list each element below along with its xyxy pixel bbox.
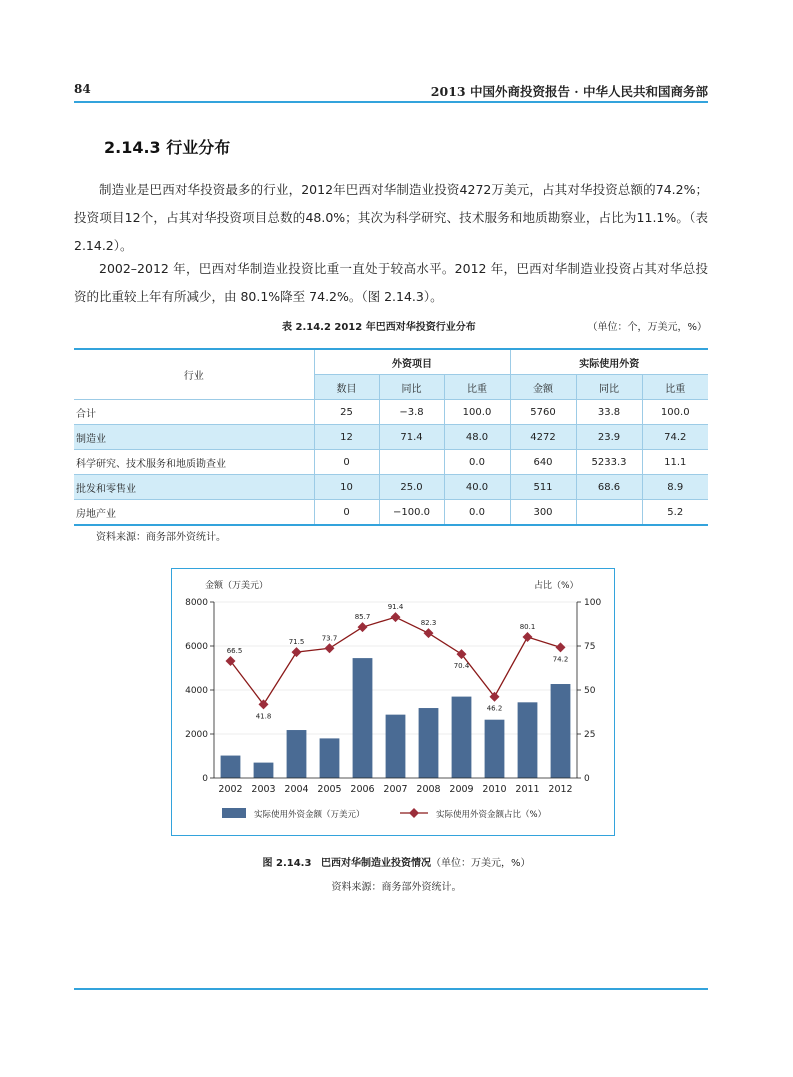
cell: 4272 xyxy=(510,425,576,450)
bar xyxy=(518,702,538,778)
x-tick-label: 2003 xyxy=(251,784,276,795)
data-label: 66.5 xyxy=(226,646,243,655)
header-share-actual: 比重 xyxy=(642,375,708,400)
page-header xyxy=(74,82,708,100)
bar xyxy=(254,763,274,778)
cell: 300 xyxy=(510,500,576,526)
x-tick-label: 2011 xyxy=(515,784,540,795)
table-row xyxy=(74,500,708,526)
cell: 5760 xyxy=(510,400,576,425)
bar xyxy=(353,658,373,778)
x-tick-label: 2005 xyxy=(317,784,342,795)
figure-label: 图 2.14.3 xyxy=(262,858,312,869)
left-tick-label: 6000 xyxy=(185,642,208,652)
table-row xyxy=(74,475,708,500)
x-tick-label: 2004 xyxy=(284,784,309,795)
bar xyxy=(419,708,439,778)
data-label: 82.3 xyxy=(420,619,437,628)
row-name: 批发和零售业 xyxy=(74,475,314,500)
paragraph-1: 制造业是巴西对华投资最多的行业，2012年巴西对华制造业投资4272万美元，占其对华投资总额的74.2%；投资项目12个，占其对华投资项目总数的48.0%；其次为科学研究、技术服务和地质勘察业，占比为11.1%。（表2.14.2）。 xyxy=(74,182,708,253)
data-label: 41.8 xyxy=(255,712,272,721)
legend-marker-icon xyxy=(409,808,419,818)
cell: 71.4 xyxy=(379,425,444,450)
bar xyxy=(485,720,505,778)
table-row xyxy=(74,425,708,450)
cell: 33.8 xyxy=(576,400,642,425)
legend-bar-swatch xyxy=(222,808,246,818)
figure-source-note: 资料来源：商务部外资统计。 xyxy=(331,882,462,893)
cell: 640 xyxy=(510,450,576,475)
header-group-projects: 外资项目 xyxy=(314,349,510,375)
cell: 5.2 xyxy=(642,500,708,526)
section-heading: 2.14.3 行业分布 xyxy=(104,138,231,157)
header-industry: 行业 xyxy=(74,349,314,400)
line-marker xyxy=(226,656,236,666)
data-label: 91.4 xyxy=(387,603,404,612)
figure-caption xyxy=(0,854,793,869)
row-name: 制造业 xyxy=(74,425,314,450)
data-label: 46.2 xyxy=(486,704,503,713)
industry-table xyxy=(74,348,708,526)
cell: 12 xyxy=(314,425,379,450)
left-tick-label: 8000 xyxy=(185,598,208,608)
data-label: 80.1 xyxy=(519,623,536,632)
cell xyxy=(576,500,642,526)
header-group-actual: 实际使用外资 xyxy=(510,349,708,375)
cell: 100.0 xyxy=(642,400,708,425)
bar xyxy=(551,684,571,778)
table-caption: 表 2.14.2 2012 年巴西对华投资行业分布 xyxy=(282,322,476,333)
bar xyxy=(287,730,307,778)
bar xyxy=(452,697,472,778)
cell xyxy=(379,450,444,475)
table-row xyxy=(74,450,708,475)
cell: −3.8 xyxy=(379,400,444,425)
x-tick-label: 2006 xyxy=(350,784,375,795)
data-label: 74.2 xyxy=(552,655,569,664)
row-name: 合计 xyxy=(74,400,314,425)
right-axis-label: 占比（%） xyxy=(534,581,579,591)
cell: 100.0 xyxy=(444,400,510,425)
cell: 511 xyxy=(510,475,576,500)
x-tick-label: 2012 xyxy=(548,784,573,795)
data-label: 85.7 xyxy=(354,613,371,622)
paragraph-2: 2002–2012 年，巴西对华制造业投资比重一直处于较高水平。2012 年，巴西对华制造业投资占其对华总投资的比重较上年有所减少，由 80.1%降至 74.2%。（图 2.14.3）。 xyxy=(74,261,708,304)
cell: 8.9 xyxy=(642,475,708,500)
table-source-note: 资料来源：商务部外资统计。 xyxy=(96,532,226,543)
legend xyxy=(222,808,546,820)
x-tick-label: 2007 xyxy=(383,784,408,795)
legend-bar-label: 实际使用外资金额（万美元） xyxy=(254,810,365,820)
right-tick-label: 0 xyxy=(584,774,590,784)
figure-unit: （单位：万美元，%） xyxy=(430,858,531,869)
header-amount: 金额 xyxy=(510,375,576,400)
header-count: 数目 xyxy=(314,375,379,400)
row-name: 房地产业 xyxy=(74,500,314,526)
x-tick-label: 2010 xyxy=(482,784,507,795)
bar-line-chart xyxy=(172,569,614,835)
header-yoy-actual: 同比 xyxy=(576,375,642,400)
cell: 74.2 xyxy=(642,425,708,450)
table-row xyxy=(74,400,708,425)
legend-line-label: 实际使用外资金额占比（%） xyxy=(436,810,547,820)
cell: 0 xyxy=(314,500,379,526)
data-label: 70.4 xyxy=(453,662,470,671)
left-tick-label: 2000 xyxy=(185,730,208,740)
cell: 48.0 xyxy=(444,425,510,450)
cell: 5233.3 xyxy=(576,450,642,475)
bar xyxy=(386,715,406,778)
page-number: 84 xyxy=(74,82,91,96)
cell: 0.0 xyxy=(444,500,510,526)
line-marker xyxy=(391,612,401,622)
line-marker xyxy=(523,632,533,642)
cell: 25 xyxy=(314,400,379,425)
left-tick-label: 0 xyxy=(202,774,208,784)
header-yoy-projects: 同比 xyxy=(379,375,444,400)
line-marker xyxy=(424,628,434,638)
cell: 0 xyxy=(314,450,379,475)
data-label: 73.7 xyxy=(321,634,338,643)
header-share-projects: 比重 xyxy=(444,375,510,400)
line-marker xyxy=(358,622,368,632)
x-tick-label: 2008 xyxy=(416,784,441,795)
left-axis-label: 金额（万美元） xyxy=(205,581,269,591)
cell: 0.0 xyxy=(444,450,510,475)
header-divider xyxy=(74,101,708,103)
row-name: 科学研究、技术服务和地质勘查业 xyxy=(74,450,314,475)
data-label: 71.5 xyxy=(288,638,305,647)
right-tick-label: 50 xyxy=(584,686,596,696)
chart-frame xyxy=(171,568,615,836)
table-unit: （单位：个，万美元，%） xyxy=(587,322,707,333)
left-tick-label: 4000 xyxy=(185,686,208,696)
x-tick-label: 2002 xyxy=(218,784,243,795)
footer-divider xyxy=(74,988,708,990)
line-marker xyxy=(259,699,269,709)
right-tick-label: 100 xyxy=(584,598,602,608)
running-title: 2013 中国外商投资报告 · 中华人民共和国商务部 xyxy=(430,84,708,99)
right-tick-label: 25 xyxy=(584,730,596,740)
line-marker xyxy=(556,642,566,652)
series-line xyxy=(231,617,561,704)
right-tick-label: 75 xyxy=(584,642,596,652)
line-marker xyxy=(325,643,335,653)
cell: 68.6 xyxy=(576,475,642,500)
line-marker xyxy=(292,647,302,657)
cell: 10 xyxy=(314,475,379,500)
figure-title: 巴西对华制造业投资情况 xyxy=(320,858,431,869)
x-tick-label: 2009 xyxy=(449,784,474,795)
cell: 11.1 xyxy=(642,450,708,475)
cell: 40.0 xyxy=(444,475,510,500)
cell: −100.0 xyxy=(379,500,444,526)
cell: 23.9 xyxy=(576,425,642,450)
bar xyxy=(320,738,340,778)
bar xyxy=(221,756,241,778)
cell: 25.0 xyxy=(379,475,444,500)
